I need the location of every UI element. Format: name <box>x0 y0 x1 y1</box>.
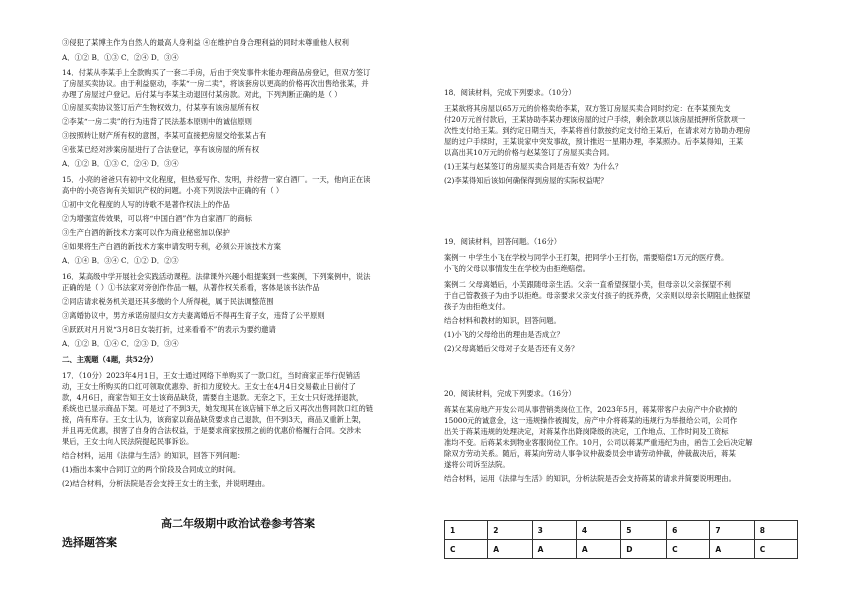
text-line: ①初中文化程度的人写的诗歌不是著作权法上的作品 <box>62 200 230 209</box>
text-line: 于自己管教孩子为由予以拒绝。母亲要求父亲支付孩子的抚养费，父亲则以母亲长期阻止他探望 <box>444 291 751 300</box>
text-line: ③离婚协议中，男方承诺房屋归女方夫妻离婚后不得再生育子女，违背了公平原则 <box>62 311 325 320</box>
text-line: 结合材料，运用《法律与生活》的知识，分析法院是否会支持蒋某的请求并简要说明理由。 <box>444 474 736 483</box>
text-line: ①房屋买卖协议签订后产生物权效力，付某享有该房屋所有权 <box>62 103 260 112</box>
text-line: (1)指出本案中合同订立的两个阶段及合同成立的时间。 <box>62 465 241 474</box>
text-line: 系统也已显示商品下架。可是过了不到3天，她发现其在该店铺下单之后又再次出售同款口红的链 <box>62 404 374 413</box>
answer-cell: A <box>710 540 754 559</box>
text-line: 案例二 父母离婚后，小芙跟随母亲生活。父亲一直希望探望小芙，但母亲以父亲探望不利 <box>444 280 731 289</box>
text-line: 20．阅读材料，完成下列要求。（16分） <box>444 389 576 398</box>
text-line: (2)李某得知后该如何确保得到房屋的实际权益呢？ <box>444 176 608 185</box>
text-line: 以高出其10万元的价格与赵某签订了房屋买卖合同。 <box>444 148 614 157</box>
text-line: 孩子为由拒绝支付。 <box>444 302 510 311</box>
text-line: 屋的过户手续时，王某说家中突发事故，预计推迟一星期办理，李某照办。后李某得知，王某 <box>444 137 744 146</box>
answer-cell: A <box>576 540 620 559</box>
text-line: 接，尚有库存。王女士认为，该商家以商品缺货要求自己退款，但不到3天，商品又重新上架， <box>62 415 366 424</box>
text-line: 16．某高级中学开展社会实践活动课程。法律课外兴趣小组提案到一些案例，下列案例中，说法 <box>62 272 371 281</box>
text-line: ③生产白酒的新技术方案可以作为商业秘密加以保护 <box>62 228 230 237</box>
text-line: ③侵犯了某博主作为自然人的最高人身利益 ④在维护自身合理利益的同时未尊重他人权利 <box>62 38 349 47</box>
text-line: 高中的小亮咨询有关知识产权的问题。小亮下列说法中正确的有（ ） <box>62 186 284 195</box>
text-line: 正确的是（ ）①书法家对旁创作作品一幅，从著作权关系看，客体是该书法作品 <box>62 283 320 292</box>
text-line: 19．阅读材料，回答问题。（16分） <box>444 237 562 246</box>
answer-key-title: 高二年级期中政治试卷参考答案 <box>161 517 315 530</box>
text-line: 结合材料，运用《法律与生活》的知识，回答下列问题： <box>62 451 245 460</box>
text-line: 二、主观题（4题，共52分） <box>62 355 158 364</box>
text-line: ③按照转让财产所有权的意图，李某可直接把房屋交给张某占有 <box>62 131 267 140</box>
text-line: (1)小飞的父母给出的理由是否成立？ <box>444 330 564 339</box>
answer-table-header-row <box>445 521 798 540</box>
text-line: 遂将公司诉至法院。 <box>444 460 510 469</box>
text-line: ②李某“一房二卖”的行为违背了民法基本原则中的诚信原则 <box>62 117 252 126</box>
text-line: A．①② B．①④ C．②③ D．③④ <box>62 339 179 348</box>
text-line: 出关于蒋某违规的处理决定，对蒋某作出降岗降级的决定，工作地点、工作时间及工资标 <box>444 427 729 436</box>
answer-cell: A <box>488 540 532 559</box>
text-line: ②同店请求税务机关退还其多缴的个人所得税，属于民法调整范围 <box>62 297 274 306</box>
text-line: 蒋某在某房地产开发公司从事营销类岗位工作，2023年5月，蒋某带客户去房产中介砍掉的 <box>444 405 738 414</box>
text-line: 次性支付给王某。到约定日期当天，李某将首付款按约定支付给王某后，在请求对方协助办理房 <box>444 126 751 135</box>
question-number-cell: 3 <box>532 521 576 540</box>
text-line: 王某欲将其房屋以65万元的价格卖给李某，双方签订房屋买卖合同时约定：在李某预先支 <box>444 104 731 113</box>
answer-cell: C <box>445 540 488 559</box>
text-line: 果后，王女士向人民法院提起民事诉讼。 <box>62 437 194 446</box>
text-line: ④跃跃对月月说“3月8日女装打折，过来看看不”的表示为要约邀请 <box>62 325 276 334</box>
answer-cell: C <box>667 540 710 559</box>
question-number-cell: 7 <box>710 521 754 540</box>
text-line: 动，王女士所购买的口红可领取优惠券、折扣力度较大。王女士在4月4日交易截止日前付了 <box>62 382 356 391</box>
text-line: 除双方劳动关系。随后，蒋某向劳动人事争议仲裁委员会申请劳动仲裁，仲裁裁决后，蒋某 <box>444 449 736 458</box>
text-line: 款，4月6日，商家告知王女士该商品缺货，需要自主退款。无奈之下，王女士只好选择退款， <box>62 393 364 402</box>
text-line: ②为增强宣传效果，可以将“中国白酒”作为自家酒厂的商标 <box>62 214 252 223</box>
answer-cell: C <box>754 540 797 559</box>
question-number-cell: 2 <box>488 521 532 540</box>
text-line: 15．小亮的爸爸只有初中文化程度，但热爱写作、发明，并经营一家白酒厂。一天，他向正在读 <box>62 175 371 184</box>
text-line: 14．付某从李某手上全款购买了一套二手房，后由于突发事件未能办理商品房登记，但双方签订 <box>62 68 371 77</box>
text-line: 17．（10分）2023年4月1日，王女士通过网络下单购买了一款口红，当时商家正举行促销活 <box>62 371 361 380</box>
text-line: ④张某已经对涉案房屋进行了合法登记，享有该房屋的所有权 <box>62 145 260 154</box>
answer-cell: D <box>621 540 667 559</box>
text-line: 结合材料和教材的知识，回答问题。 <box>444 316 561 325</box>
text-line: (2)父母离婚后父母对子女是否还有义务？ <box>444 344 579 353</box>
text-line: 准均不变。后蒋某未到物业客服岗位工作。10月，公司以蒋某严重违纪为由，函告工会后决定解 <box>444 438 753 447</box>
question-number-cell: 4 <box>576 521 620 540</box>
text-line: 并且再无优惠，损害了自身的合法权益，于是要求商家按照之前的优惠价格履行合同。交涉未 <box>62 426 362 435</box>
text-line: 办理了房屋过户登记。后付某与李某主动退回付某房款。对此，下列判断正确的是（ ） <box>62 90 342 99</box>
text-line: (1)王某与赵某签订的房屋买卖合同是否有效？为什么？ <box>444 162 623 171</box>
choice-answers-heading: 选择题答案 <box>62 536 117 549</box>
text-line: 15000元的诚意金，这一违规操作被揭发，房产中介将蒋某的违规行为举报给公司，公司作 <box>444 416 738 425</box>
text-line: ④如果将生产白酒的新技术方案申请发明专利，必须公开该技术方案 <box>62 242 281 251</box>
answer-cell: A <box>532 540 576 559</box>
text-line: 了房屋买卖协议。由于利益驱动，李某“一房二卖”，将该套房以更高的价格再次出售给张某，并 <box>62 79 369 88</box>
text-line: (2)结合材料，分析法院是否会支持王女士的主张，并说明理由。 <box>62 479 270 488</box>
question-number-cell: 8 <box>754 521 797 540</box>
text-line: 小飞的父母以事情发生在学校为由拒绝赔偿。 <box>444 264 590 273</box>
text-line: 案例一 中学生小飞在学校与同学小王打架，把同学小王打伤，需要赔偿1万元的医疗费。 <box>444 253 729 262</box>
question-number-cell: 5 <box>621 521 667 540</box>
text-line: A．①④ B．③④ C．①② D．②③ <box>62 256 179 265</box>
answer-table <box>444 520 798 559</box>
question-number-cell: 6 <box>667 521 710 540</box>
text-line: A．①② B．①③ C．②④ D．③④ <box>62 53 179 62</box>
text-line: 付20万元首付款后，王某协助李某办理该房屋的过户手续，剩余款项以该房屋抵押所贷款项一 <box>444 115 746 124</box>
answer-table-value-row <box>445 540 798 559</box>
question-number-cell: 1 <box>445 521 488 540</box>
text-line: 18．阅读材料，完成下列要求。（10分） <box>444 88 576 97</box>
text-line: A．①② B．①③ C．②④ D．③④ <box>62 159 179 168</box>
